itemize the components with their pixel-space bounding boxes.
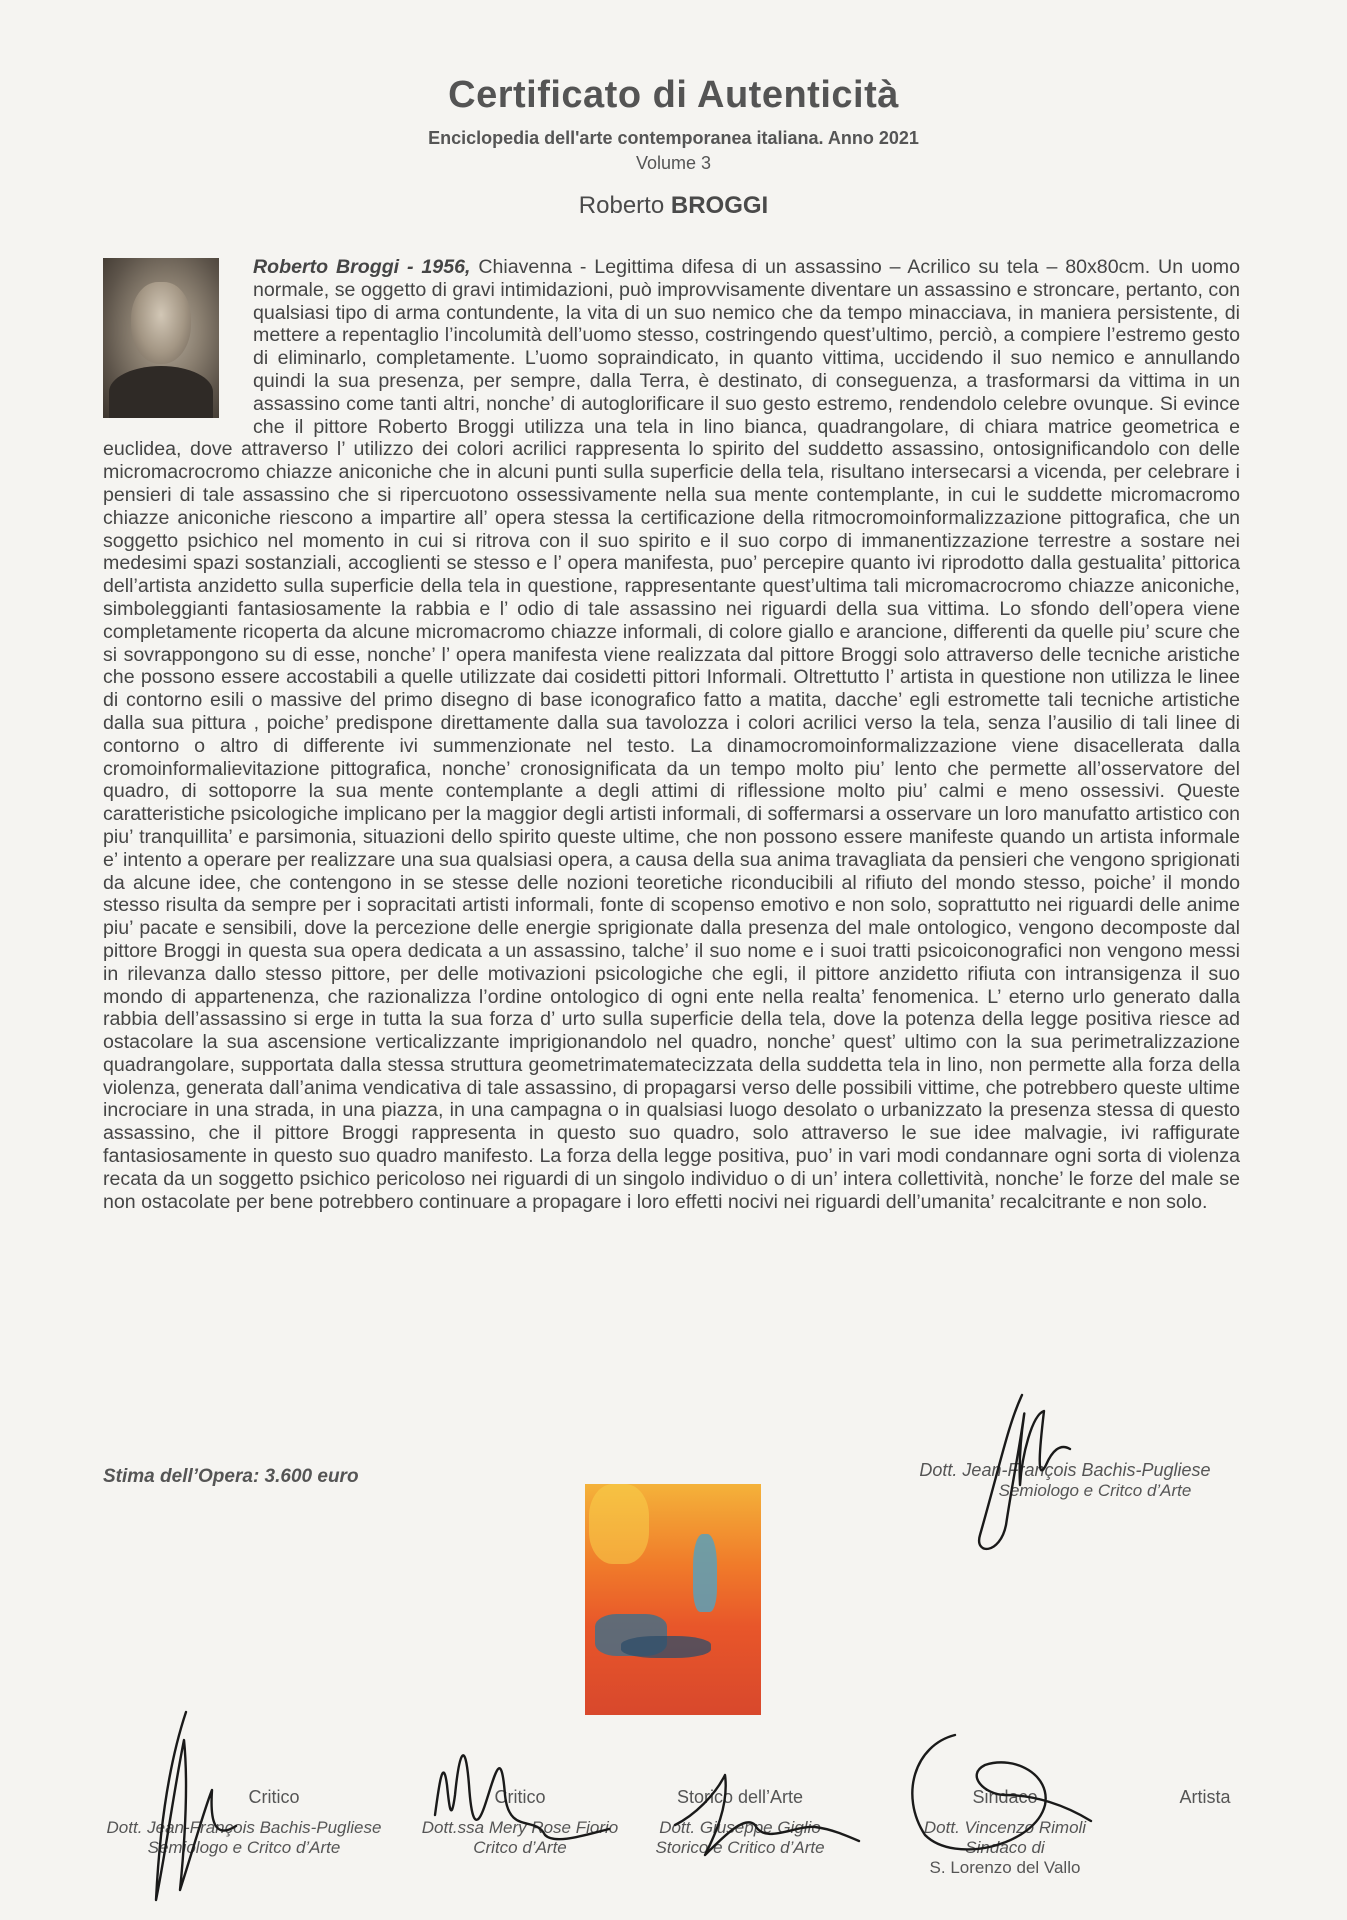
- certificate-title: Certificato di Autenticità: [448, 74, 899, 116]
- signatory-role: Sindaco: [972, 1787, 1038, 1807]
- signatory-name: Dott.ssa Mery Rose Fiorio: [421, 1818, 619, 1837]
- signatory-artista: [1150, 1787, 1260, 1808]
- signatory-title-2: S. Lorenzo del Vallo: [929, 1858, 1081, 1877]
- volume-label: Volume 3: [635, 153, 712, 173]
- artist-first-name: Roberto: [578, 192, 665, 219]
- signature-sindaco: [895, 1725, 1115, 1865]
- signatory-name: Dott. Jean-François Bachis-Pugliese: [106, 1818, 382, 1837]
- painting-blue-figure: [693, 1534, 717, 1612]
- artist-name: [0, 192, 1347, 220]
- painting-yellow-area: [589, 1484, 649, 1564]
- artist-last-name: BROGGI: [670, 192, 769, 219]
- description-text: [103, 256, 1240, 1213]
- signatory-title: Semiologo e Critco d’Arte: [147, 1838, 341, 1857]
- top-signatory-title: Semiologo e Critco d’Arte: [998, 1481, 1192, 1500]
- signature-storico: [655, 1755, 865, 1875]
- signatory-title: Sindaco di: [965, 1838, 1045, 1857]
- top-handwritten-signature: [960, 1385, 1080, 1565]
- signatory-role: Storico dell’Arte: [676, 1787, 804, 1807]
- top-signatory-name: Dott. Jean-François Bachis-Pugliese: [919, 1460, 1211, 1480]
- encyclopedia-subtitle: Enciclopedia dell'arte contemporanea italiana. Anno 2021: [428, 128, 919, 148]
- signatory-title: Storico e Critico d’Arte: [655, 1838, 825, 1857]
- description-body: Chiavenna - Legittima difesa di un assassino – Acrilico su tela – 80x80cm. Un uomo normale, se oggetto di gravi intimidazioni, può improvvisamente diventare un assassino e stroncare, pertanto, con qualsiasi tipo di arma contundente, la vita di un suo nemico che da tempo minacciava, in maniera persistente, di mettere a repentaglio l’incolumità dell’uomo stesso, costringendo quest’ultimo, perciò, a compiere l’estremo gesto di eliminarlo, completamente. L’uomo sopraindicato, in quanto vittima, uccidendo il suo nemico e annullando quindi la sua presenza, per sempre, dalla Terra, è destinato, di conseguenza, a trasformarsi da vittima in un assassino come tanti altri, nonche’ di autoglorificare il suo gesto estremo, rendendolo celebre ovunque. Si evince che il pittore Roberto Broggi utilizza una tela in lino bianca, quadrangolare, di chiara matrice geometrica e euclidea, dove attraverso l’ utilizzo dei colori acrilici rappresenta lo spirito del suddetto assassino, ontosignificandolo con delle micromacrocromo chiazze aniconiche che in alcuni punti sulla superficie della tela, risultano intersecarsi a vicenda, per celebrare i pensieri di tale assassino che si ripercuotono ossessivamente nella sua mente contemplante, in cui le suddette micromacromo chiazze aniconiche riescono a impartire all’ opera stessa la certificazione della ritmocromoinformalizzazione pittografica, che un soggetto psichico nel momento in cui si ritrova con il suo spirito e il suo corpo di immanentizzazione terrestre a sostare nei medesimi spazi sostanziali, accoglienti se stesso e l’ opera manifesta, puo’ percepire quanto ivi riprodotto dalla gestualita’ pittorica dell’artista anzidetto sulla superficie della tela in questione, rappresentante quest’ultima tali micromacrocromo chiazze aniconiche, simboleggianti fantasiosamente la rabbia e l’ odio di tale assassino nei riguardi della sua vittima. Lo sfondo dell’opera viene completamente ricoperta da alcune micromacromo chiazze informali, di colore giallo e arancione, differenti da quelle piu’ scure che si sovrappongono su di esse, nonche’ l’ opera manifesta viene realizzata dal pittore Broggi solo attraverso delle tecniche aristiche che possono essere accostabili a quelle utilizzate dai cosidetti pittori Informali. Oltrettutto l’ artista in questione non utilizza le linee di contorno esili o massive del primo disegno di base iconografico fatto a matita, dacche’ egli estromette tali tecniche artistiche dalla sua pittura , poiche’ predispone direttamente dalla sua tavolozza i colori acrilici verso la tela, senza l’ausilio di tali linee di contorno o altro di differente ivi summenzionate nel testo. La dinamocromoinformalizzazione viene disacellerata dalla cromoinformalievitazione pittografica, nonche’ cronosignificata da un tempo molto piu’ lento che permette all’osservatore del quadro, di sottoporre la sua mente contemplante a degli attimi di riflessione molto piu’ calmi e meno ossessivi. Queste caratteristiche psicologiche implicano per la maggior degli artisti informali, di soffermarsi a osservare un loro manufatto artistico con piu’ tranquillita’ e parsimonia, situazioni dello spirito queste ultime, che non possono essere manifeste quando un artista informale e’ intento a operare per realizzare una sua qualsiasi opera, a causa della sua anima travagliata da pensieri che vengono sprigionati da alcune idee, che contengono in se stesse delle nozioni teoretiche riconducibili al rifiuto del mondo stesso, poiche’ il mondo stesso risulta da sempre per i sopracitati artisti informali, fonte di scopenso emotivo e non solo, soprattutto nei riguardi delle anime piu’ pacate e sensibili, dove la percezione delle energie sprigionate dalla presenza del male ontologico, vengono decomposte dal pittore Broggi in questa sua opera dedicata a un assassino, talche’ il suo nome e i suoi tratti psicoiconografici non vengono messi in rilevanza dallo stesso pittore, per delle motivazioni psicologiche che egli, il pittore anzidetto rifiuta con intransigenza il suo mondo di appartenenza, che razionalizza l’ordine ontologico di ogni ente nella realta’ fenomenica. L’ eterno urlo generato dalla rabbia dell’assassino si erge in tutta la sua forza d’ urto sulla superficie della tela, dove la potenza della legge positiva riesce ad ostacolare la sua ascensione verticalizzante imprigionandolo nel quadro, nonche’ quest’ ultimo con la sua perimetralizzazione quadrangolare, supportata dalla stessa struttura geometrimatematecizzata della suddetta tela in lino, non permette alla forza della violenza, generata dall’anima vendicativa di tale assassino, di propagarsi verso delle possibili vittime, che potrebbero queste ultime incrociare in una strada, in una piazza, in una campagna o in qualsiasi luogo desolato o urbanizzato la presenza stessa di questo assassino, che il pittore Broggi rappresenta in questo suo quadro, solo attraverso le sue idee malvagie, ivi raffigurate fantasiosamente in questo suo quadro manifesto. La forza della legge positiva, puo’ in vari modi condannare ogni sorta di violenza recata da un soggetto psichico pericoloso nei riguardi di un singolo individuo o di un’ intera collettività, nonche’ le forze del male se non ostacolate per bene potrebbero continuare a propagare i loro effetti nocivi nei riguardi dell’umanita’ recalcitrante e non solo.: [103, 256, 1240, 1213]
- artwork-image: [585, 1484, 761, 1715]
- signatory-role: Artista: [1179, 1787, 1231, 1807]
- description-lead: Roberto Broggi - 1956,: [253, 256, 471, 278]
- signatory-role: Critico: [494, 1787, 546, 1807]
- signatory-name: Dott. Giuseppe Giglio: [659, 1818, 821, 1837]
- portrait-spacer: [103, 256, 253, 431]
- signature-critico-2: [425, 1725, 615, 1855]
- signatory-title: Critco d’Arte: [473, 1838, 567, 1857]
- signatory-name: Dott. Vincenzo Rimoli: [923, 1818, 1087, 1837]
- signature-critico-1: [140, 1700, 260, 1910]
- artwork-estimate: Stima dell’Opera: 3.600 euro: [103, 1466, 359, 1487]
- signatory-role: Critico: [248, 1787, 300, 1807]
- painting-dark-stroke: [621, 1636, 711, 1658]
